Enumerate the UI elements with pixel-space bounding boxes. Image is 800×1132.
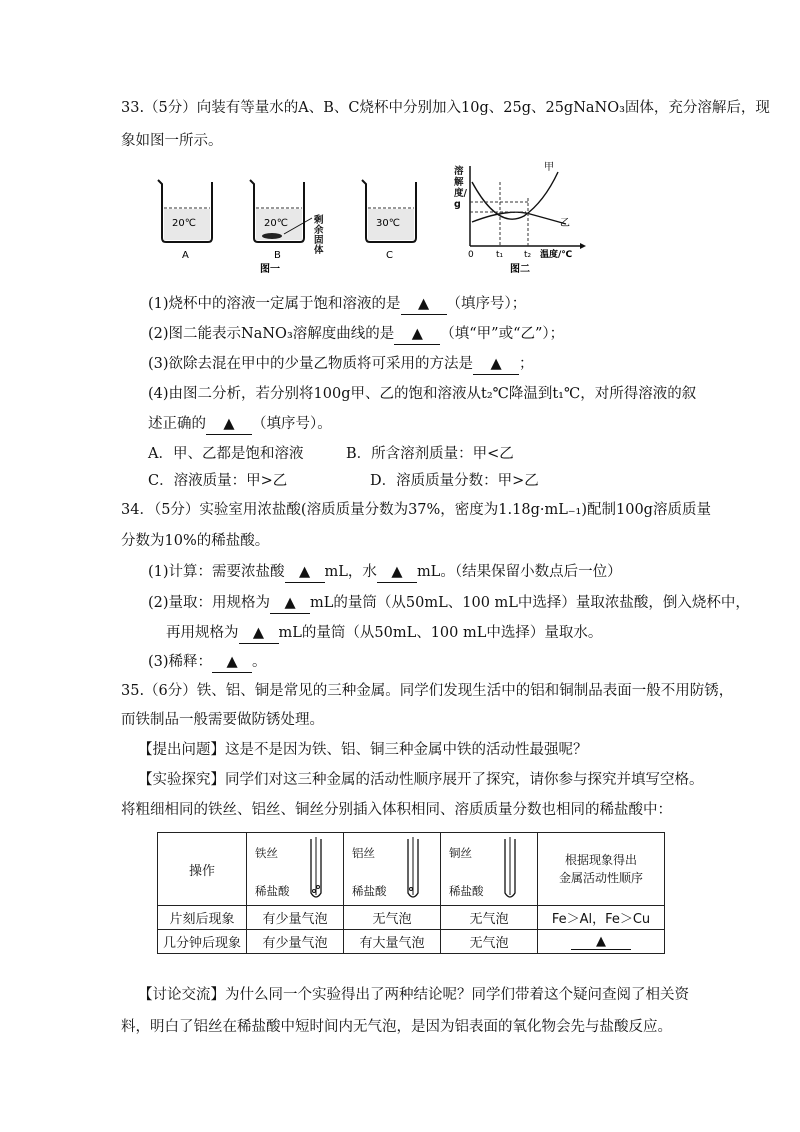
test-tube-icon — [307, 837, 325, 903]
q33-option-a: A．甲、乙都是饱和溶液 — [148, 446, 304, 462]
t2-label: t₂ — [524, 250, 532, 260]
x-axis-label: 温度/℃ — [540, 250, 573, 260]
blank-acid-volume[interactable]: ▲ — [285, 562, 325, 583]
q34-stem-line1: 34．（5分）实验室用浓盐酸(溶质质量分数为37%，密度为1.18g·mL₋₁)配制100g溶质质量 — [121, 502, 711, 518]
q34-stem-line2: 分数为10%的稀盐酸。 — [121, 533, 270, 549]
curve-yi-label: 乙 — [560, 218, 570, 229]
q33-stem-line2: 象如图一所示。 — [121, 133, 223, 149]
tube-copper-acid: 稀盐酸 — [449, 884, 484, 898]
cell-order-short: Fe＞Al，Fe＞Cu — [538, 906, 665, 930]
beaker-b — [250, 180, 312, 242]
t1-label: t₁ — [496, 250, 504, 260]
figure-2-caption: 图二 — [510, 264, 530, 275]
q34-measure: (2)量取：用规格为 ▲ mL的量筒（从50mL、100 mL中选择）量取浓盐酸，倒入烧杯中， — [148, 593, 750, 614]
tube-aluminum — [344, 833, 441, 906]
q34-calc: (1)计算：需要浓盐酸 ▲ mL，水 ▲ mL。（结果保留小数点后一位） — [148, 562, 622, 583]
q33-item-3: (3)欲除去混在甲中的少量乙物质将可采用的方法是 ▲ ； — [148, 354, 534, 375]
q33-option-c: C．溶液质量：甲>乙 — [148, 473, 288, 489]
blank-4[interactable]: ▲ — [206, 414, 252, 435]
beaker-c-temp: 30℃ — [376, 218, 400, 229]
cell-iron-long: 有少量气泡 — [247, 930, 344, 954]
q35-explore: 【实验探究】同学们对这三种金属的活动性顺序展开了探究，请你参与探究并填写空格。 — [138, 772, 704, 788]
cell-order-long-blank[interactable]: ▲ — [538, 930, 665, 954]
blank-cylinder-1[interactable]: ▲ — [270, 593, 310, 614]
cell-copper-long: 无气泡 — [441, 930, 538, 954]
y-axis-label: 溶解度/g — [454, 166, 467, 210]
tube-iron-acid: 稀盐酸 — [255, 884, 290, 898]
tube-aluminum-metal: 铝丝 — [352, 846, 375, 860]
beaker-c — [362, 180, 416, 242]
test-tube-icon — [501, 837, 519, 903]
q35-stem-line2: 而铁制品一般需要做防锈处理。 — [121, 712, 324, 728]
blank-water-volume[interactable]: ▲ — [377, 562, 417, 583]
figure-1-beakers — [150, 172, 420, 278]
cell-copper-short: 无气泡 — [441, 906, 538, 930]
q34-dilute: (3)稀释： ▲ 。 — [148, 652, 267, 673]
beaker-b-temp: 20℃ — [264, 218, 288, 229]
q35-discuss-line2: 料，明白了铝丝在稀盐酸中短时间内无气泡，是因为铝表面的氧化物会先与盐酸反应。 — [121, 1019, 672, 1035]
q33-item-1: (1)烧杯中的溶液一定属于饱和溶液的是 ▲ （填序号）； — [148, 294, 526, 315]
q34-measure-2: 再用规格为 ▲ mL的量筒（从50mL、100 mL中选择）量取水。 — [166, 623, 602, 644]
table-row — [158, 906, 665, 930]
beaker-b-label: B — [274, 250, 281, 261]
row-label-short: 片刻后现象 — [158, 906, 247, 930]
tube-copper-metal: 铜丝 — [449, 846, 472, 860]
q35-explore-2: 将粗细相同的铁丝、铝丝、铜丝分别插入体积相同、溶质质量分数也相同的稀盐酸中： — [121, 802, 672, 818]
cell-aluminum-short: 无气泡 — [344, 906, 441, 930]
q33-item-2: (2)图二能表示NaNO₃溶解度曲线的是 ▲ （填“甲”或“乙”）； — [148, 324, 564, 345]
figure-1-caption: 图一 — [260, 264, 280, 275]
cell-aluminum-long: 有大量气泡 — [344, 930, 441, 954]
beaker-c-label: C — [386, 250, 393, 261]
table-row-operation — [158, 833, 665, 906]
q33-option-b: B．所含溶剂质量：甲<乙 — [346, 446, 514, 462]
experiment-table — [157, 832, 665, 954]
curve-jia-label: 甲 — [544, 162, 554, 173]
q35-stem-line1: 35.（6分）铁、铝、铜是常见的三种金属。同学们发现生活中的铝和铜制品表面一般不用防锈， — [121, 683, 734, 699]
origin-label: 0 — [468, 250, 474, 260]
beaker-a — [158, 180, 212, 242]
op-header: 操作 — [158, 833, 247, 906]
q33-item-4-cont: 述正确的 ▲ （填序号）。 — [148, 414, 332, 435]
q33-option-d: D．溶质质量分数：甲>乙 — [370, 473, 539, 489]
blank-3[interactable]: ▲ — [473, 354, 519, 375]
blank-dilute[interactable]: ▲ — [212, 652, 252, 673]
row-label-long: 几分钟后现象 — [158, 930, 247, 954]
q33-item-4: (4)由图二分析，若分别将100g甲、乙的饱和溶液从t₂℃降温到t₁℃，对所得溶液的叙 — [148, 386, 697, 402]
beaker-a-label: A — [182, 250, 189, 261]
cell-iron-short: 有少量气泡 — [247, 906, 344, 930]
tube-copper — [441, 833, 538, 906]
q35-ask: 【提出问题】这是不是因为铁、铝、铜三种金属中铁的活动性最强呢？ — [138, 742, 588, 758]
blank-cylinder-2[interactable]: ▲ — [239, 623, 279, 644]
beaker-a-temp: 20℃ — [172, 218, 196, 229]
q33-stem-line1: 33.（5分）向装有等量水的A、B、C烧杯中分别加入10g、25g、25gNaNO₃固体，充分溶解后，现 — [121, 100, 770, 116]
tube-iron — [247, 833, 344, 906]
tube-aluminum-acid: 稀盐酸 — [352, 884, 387, 898]
blank-2[interactable]: ▲ — [394, 324, 440, 345]
remaining-solid-label: 剩余固体 — [314, 215, 324, 256]
figure-2-solubility — [448, 158, 598, 276]
blank-1[interactable]: ▲ — [401, 294, 447, 315]
test-tube-icon — [404, 837, 422, 903]
q35-discuss-line1: 【讨论交流】为什么同一个实验得出了两种结论呢？同学们带着这个疑问查阅了相关资 — [138, 987, 689, 1003]
order-header: 根据现象得出 金属活动性顺序 — [538, 833, 665, 906]
table-row — [158, 930, 665, 954]
tube-iron-metal: 铁丝 — [255, 846, 278, 860]
